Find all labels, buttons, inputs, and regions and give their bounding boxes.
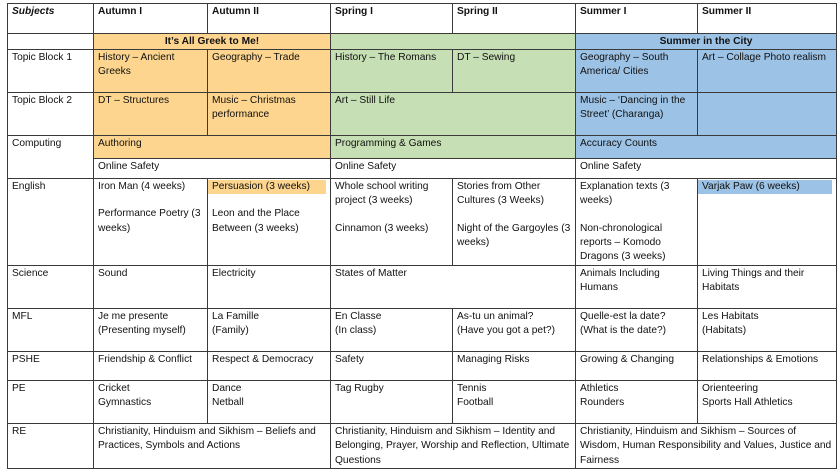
spring-theme xyxy=(331,34,576,50)
cell-text: Gymnastics xyxy=(98,397,152,409)
cell-text: Whole school writing project (3 weeks) xyxy=(335,181,429,207)
cell: Art – Collage Photo realism xyxy=(698,50,837,93)
cell xyxy=(576,381,698,424)
english-row xyxy=(8,179,837,266)
cell: Authoring xyxy=(94,136,331,159)
cell: Friendship & Conflict xyxy=(94,352,208,381)
cell xyxy=(208,179,331,266)
row-label: English xyxy=(8,179,94,266)
cell xyxy=(698,381,837,424)
cell-text: Dance xyxy=(212,383,242,395)
cell: History – Ancient Greeks xyxy=(94,50,208,93)
cell: Electricity xyxy=(208,266,331,309)
cell xyxy=(453,309,576,352)
cell: Christianity, Hinduism and Sikhism – Sources of Wisdom, Human Responsibility and Values, Justice and Fairness xyxy=(576,424,837,469)
cell xyxy=(94,179,208,266)
science-row xyxy=(8,266,837,309)
cell xyxy=(331,179,453,266)
autumn-theme: It’s All Greek to Me! xyxy=(94,34,331,50)
cell: Geography – Trade xyxy=(208,50,331,93)
row-label: Science xyxy=(8,266,94,309)
cell-text: Je me presente xyxy=(98,311,169,323)
cell-text: Varjak Paw (6 weeks) xyxy=(698,180,832,194)
cell: Accuracy Counts xyxy=(576,136,837,159)
cell-text: (Have you got a pet?) xyxy=(457,325,555,337)
cell-text: Performance Poetry (3 weeks) xyxy=(98,208,201,234)
cell: Online Safety xyxy=(331,159,576,179)
cell-text: Netball xyxy=(212,397,244,409)
cell-text: Quelle-est la date? xyxy=(580,311,666,323)
row-label: PE xyxy=(8,381,94,424)
row-label: Topic Block 2 xyxy=(8,93,94,136)
cell: Geography – South America/ Cities xyxy=(576,50,698,93)
cell: Music – Christmas performance xyxy=(208,93,331,136)
cell xyxy=(453,381,576,424)
cell-text: Football xyxy=(457,397,494,409)
term-header: Spring I xyxy=(331,4,453,34)
cell-text: (What is the date?) xyxy=(580,325,667,337)
cell xyxy=(94,381,208,424)
cell-text: Rounders xyxy=(580,397,625,409)
curriculum-table xyxy=(7,3,837,469)
cell xyxy=(576,309,698,352)
cell: Tag Rugby xyxy=(331,381,453,424)
cell-text: Persuasion (3 weeks) xyxy=(208,180,326,194)
cell-text: En Classe xyxy=(335,311,382,323)
cell: Music – ‘Dancing in the Street’ (Charanga) xyxy=(576,93,698,136)
cell-text: Tennis xyxy=(457,383,487,395)
cell-text: Leon and the Place Between (3 weeks) xyxy=(212,208,300,234)
cell-text: Les Habitats xyxy=(702,311,759,323)
cell: Managing Risks xyxy=(453,352,576,381)
theme-row xyxy=(8,34,837,50)
term-header: Summer I xyxy=(576,4,698,34)
cell-text: La Famille xyxy=(212,311,259,323)
computing-row xyxy=(8,136,837,159)
cell: Art – Still Life xyxy=(331,93,576,136)
cell xyxy=(453,179,576,266)
term-header: Autumn I xyxy=(94,4,208,34)
cell-text: Cinnamon (3 weeks) xyxy=(335,222,429,234)
cell-text: (In class) xyxy=(335,325,377,337)
cell: Safety xyxy=(331,352,453,381)
term-header: Autumn II xyxy=(208,4,331,34)
cell-text: Stories from Other Cultures (3 Weeks) xyxy=(457,181,544,207)
cell xyxy=(208,309,331,352)
cell-text: Cricket xyxy=(98,383,130,395)
cell: Sound xyxy=(94,266,208,309)
term-header: Spring II xyxy=(453,4,576,34)
cell: Christianity, Hinduism and Sikhism – Identity and Belonging, Prayer, Worship and Reflection, Ultimate Questions xyxy=(331,424,576,469)
cell xyxy=(208,381,331,424)
cell: History – The Romans xyxy=(331,50,453,93)
cell: DT – Sewing xyxy=(453,50,576,93)
cell-text: (Presenting myself) xyxy=(98,325,186,337)
row-label: MFL xyxy=(8,309,94,352)
pshe-row xyxy=(8,352,837,381)
row-label: Computing xyxy=(8,136,94,179)
cell: DT – Structures xyxy=(94,93,208,136)
cell: Growing & Changing xyxy=(576,352,698,381)
summer-theme: Summer in the City xyxy=(576,34,837,50)
cell: Christianity, Hinduism and Sikhism – Beliefs and Practices, Symbols and Actions xyxy=(94,424,331,469)
cell: Online Safety xyxy=(94,159,331,179)
cell-text: Orienteering xyxy=(702,383,759,395)
cell-text: Explanation texts (3 weeks) xyxy=(580,181,670,207)
subjects-header: Subjects xyxy=(8,4,94,34)
cell: States of Matter xyxy=(331,266,576,309)
topic1-row xyxy=(8,50,837,93)
row-label: Topic Block 1 xyxy=(8,50,94,93)
cell xyxy=(698,179,837,266)
cell xyxy=(576,179,698,266)
re-row xyxy=(8,424,837,469)
cell: Online Safety xyxy=(576,159,837,179)
pe-row xyxy=(8,381,837,424)
topic2-row xyxy=(8,93,837,136)
cell-text: Night of the Gargoyles (3 weeks) xyxy=(457,222,571,248)
cell xyxy=(331,309,453,352)
cell: Relationships & Emotions xyxy=(698,352,837,381)
cell: Programming & Games xyxy=(331,136,576,159)
cell xyxy=(698,309,837,352)
theme-empty-cell xyxy=(8,34,94,50)
cell: Animals Including Humans xyxy=(576,266,698,309)
cell-text: Sports Hall Athletics xyxy=(702,397,793,409)
cell: Living Things and their Habitats xyxy=(698,266,837,309)
cell-text: Non-chronological reports – Komodo Dragons (3 weeks) xyxy=(580,222,666,263)
cell xyxy=(94,309,208,352)
term-header: Summer II xyxy=(698,4,837,34)
cell-text: Iron Man (4 weeks) xyxy=(98,181,186,193)
computing-safety-row xyxy=(8,159,837,179)
cell: Respect & Democracy xyxy=(208,352,331,381)
cell xyxy=(698,93,837,136)
mfl-row xyxy=(8,309,837,352)
header-row xyxy=(8,4,837,34)
cell-text: (Family) xyxy=(212,325,249,337)
cell-text: (Habitats) xyxy=(702,325,747,337)
row-label: RE xyxy=(8,424,94,469)
row-label: PSHE xyxy=(8,352,94,381)
cell-text: As-tu un animal? xyxy=(457,311,534,323)
cell-text: Athletics xyxy=(580,383,619,395)
